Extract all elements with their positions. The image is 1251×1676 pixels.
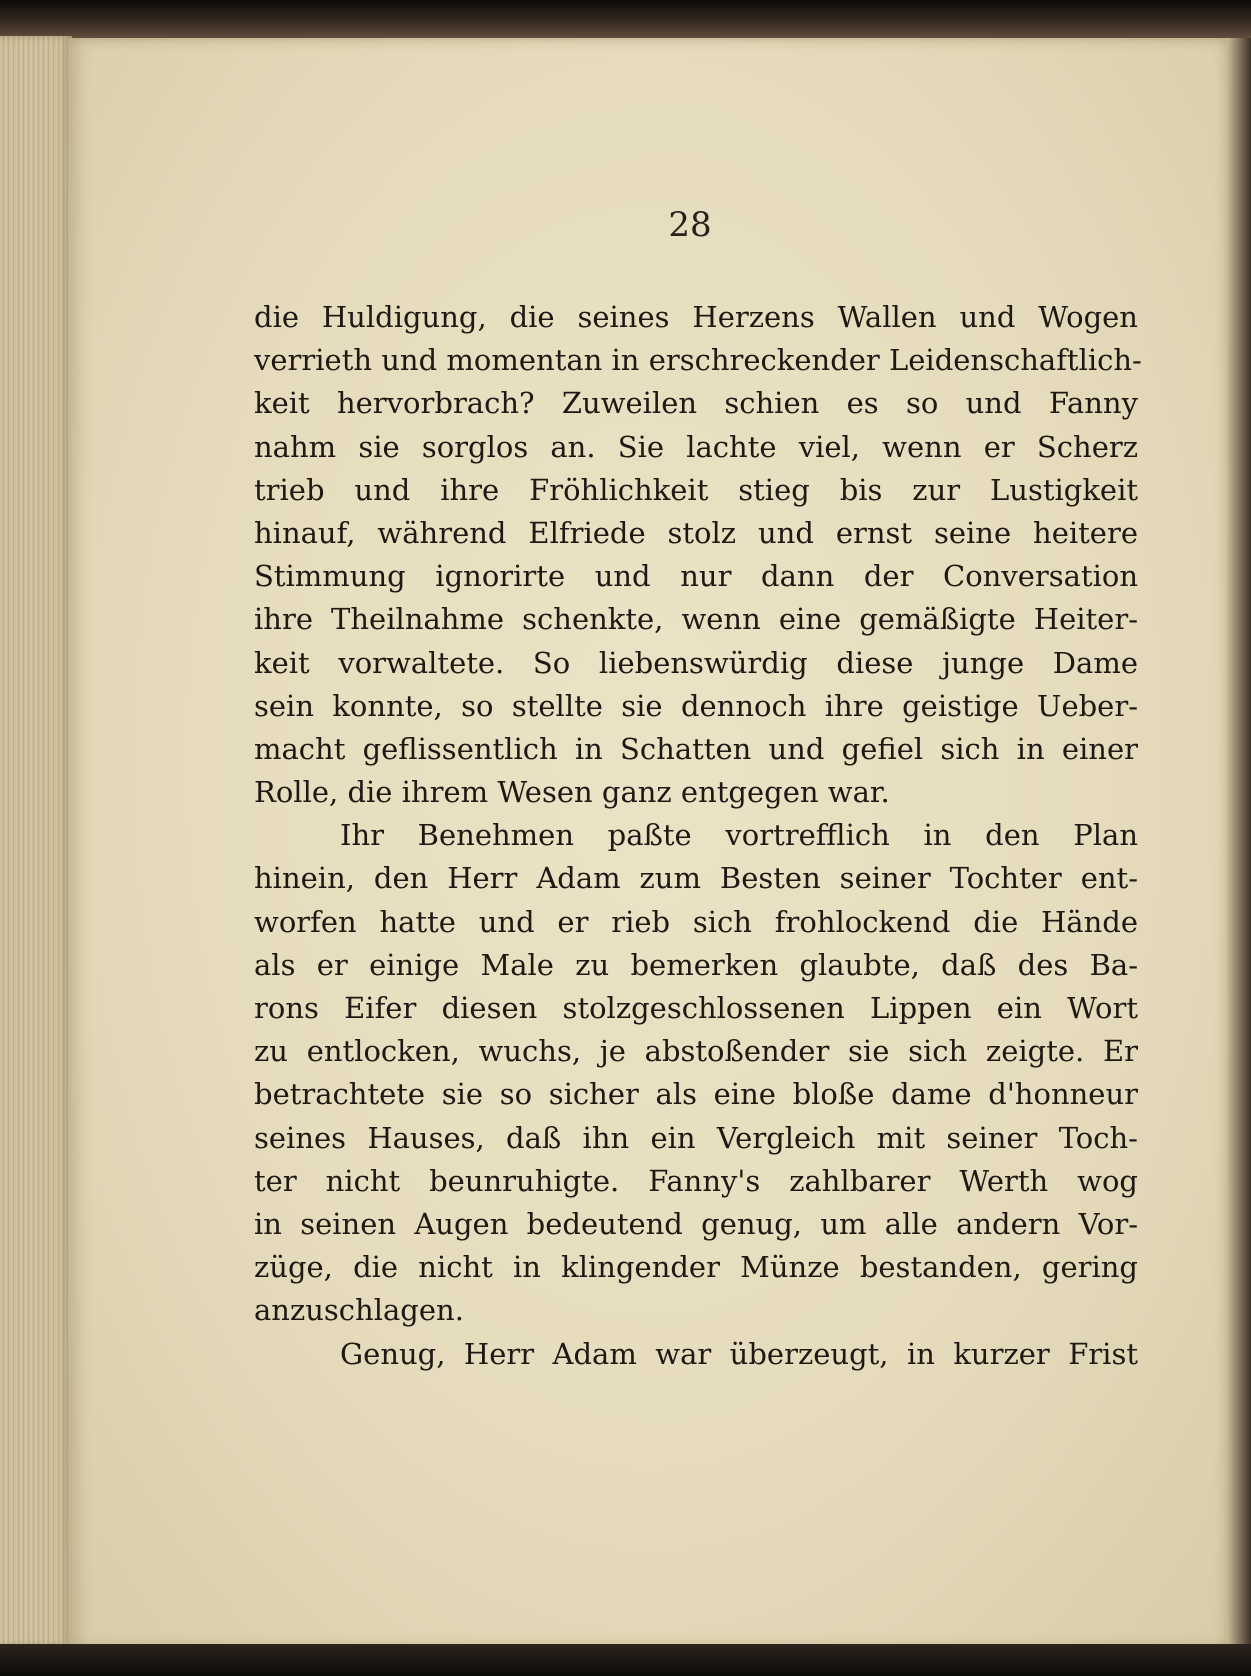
page-number: 28 <box>668 205 712 245</box>
text-line: ihre Theilnahme schenkte, wenn eine gemäßigte Heiter- <box>254 602 1138 637</box>
text-line: keit hervorbrach? Zuweilen schien es so und Fanny <box>254 386 1138 421</box>
text-line: zu entlocken, wuchs, je abstoßender sie sich zeigte. Er <box>254 1034 1138 1069</box>
text-line: rons Eifer diesen stolzgeschlossenen Lippen ein Wort <box>254 991 1138 1025</box>
text-line: Genug, Herr Adam war überzeugt, in kurzer Frist <box>340 1336 1138 1371</box>
text-line: keit vorwaltete. So liebenswürdig diese junge Dame <box>254 645 1138 680</box>
text-line: nahm sie sorglos an. Sie lachte viel, wenn er Scherz <box>254 429 1138 464</box>
text-line: Rolle, die ihrem Wesen ganz entgegen war. <box>254 775 890 810</box>
text-line: macht geflissentlich in Schatten und gefiel sich in einer <box>254 731 1138 766</box>
text-line: worfen hatte und er rieb sich frohlockend die Hände <box>254 904 1138 939</box>
book-right-edge <box>1227 38 1251 1648</box>
text-line: seines Hauses, daß ihn ein Vergleich mit seiner Toch- <box>254 1120 1138 1155</box>
text-line: hinauf, während Elfriede stolz und ernst seine heitere <box>254 515 1138 550</box>
text-line: sein konnte, so stellte sie dennoch ihre geistige Ueber- <box>254 688 1138 723</box>
text-line: verrieth und momentan in erschreckender Leidenschaftlich- <box>254 343 1142 378</box>
page-stack-edge <box>0 36 72 1646</box>
book-bottom-edge <box>0 1644 1251 1676</box>
text-line: züge, die nicht in klingender Münze bestanden, gering <box>254 1250 1138 1285</box>
book-top-edge <box>0 0 1251 42</box>
text-line: als er einige Male zu bemerken glaubte, daß des Ba- <box>254 947 1138 982</box>
text-line: betrachtete sie so sicher als eine bloße dame d'honneur <box>254 1077 1138 1112</box>
text-line: in seinen Augen bedeutend genug, um alle andern Vor- <box>254 1206 1138 1241</box>
text-line: hinein, den Herr Adam zum Besten seiner Tochter ent- <box>254 861 1138 896</box>
text-line: Ihr Benehmen paßte vortrefflich in den Plan <box>340 818 1138 853</box>
body-text <box>254 296 1142 1376</box>
text-line: die Huldigung, die seines Herzens Wallen und Wogen <box>254 300 1138 334</box>
text-line: Stimmung ignorirte und nur dann der Conversation <box>254 559 1138 594</box>
text-line: anzuschlagen. <box>254 1293 464 1328</box>
text-line: ter nicht beunruhigte. Fanny's zahlbarer Werth wog <box>254 1163 1138 1198</box>
text-line: trieb und ihre Fröhlichkeit stieg bis zur Lustigkeit <box>254 472 1138 507</box>
